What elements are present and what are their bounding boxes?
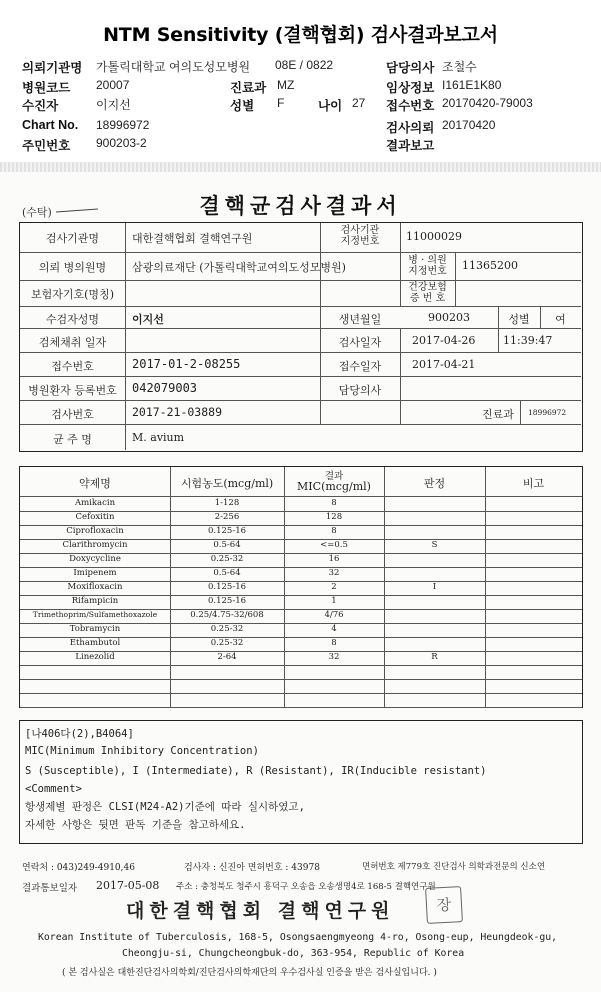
req-hospital-label: 의뢰 병의원명 xyxy=(38,261,107,274)
col-rule xyxy=(498,329,499,353)
mic-header-bottom: MIC(mcg/ml) xyxy=(297,480,371,493)
col-rule xyxy=(400,329,401,424)
report-title: NTM Sensitivity (결핵협회) 검사결과보고서 xyxy=(103,24,498,46)
doctor-label: 담당의사 xyxy=(338,384,382,397)
range-cell: 0.125-16 xyxy=(207,526,247,536)
consignment-tag: (수탁) xyxy=(22,206,52,219)
drug-cell: Imipenem xyxy=(73,568,117,578)
institution-label: 의뢰기관명 xyxy=(22,61,83,75)
range-cell: 0.5-64 xyxy=(213,568,241,578)
range-cell: 2-256 xyxy=(214,512,240,522)
row-rule xyxy=(20,352,581,353)
agency-value: 대한결핵협회 결핵연구원 xyxy=(132,232,253,245)
range-cell: 0.25-32 xyxy=(210,624,244,634)
patient-value: 이지선 xyxy=(132,313,164,326)
row-rule xyxy=(20,679,582,680)
row-rule xyxy=(20,280,581,281)
interp-header: 판정 xyxy=(423,477,446,490)
drug-cell: Cefoxitin xyxy=(75,512,115,522)
table-row xyxy=(20,567,582,581)
age-label: 나이 xyxy=(318,99,343,113)
ward-value: 08E / 0822 xyxy=(275,58,334,72)
dept-label: 진료과 xyxy=(482,408,514,421)
range-cell: 0.25-32 xyxy=(210,554,244,564)
drug-cell: Trimethoprim/Sulfamethoxazole xyxy=(32,610,158,619)
test-no-value: 2017-21-03889 xyxy=(132,405,223,419)
resident-no-value: 900203-2 xyxy=(96,136,147,150)
test-request-label: 검사의뢰 xyxy=(386,121,435,135)
collector-value: 이지선 xyxy=(96,98,131,112)
table-row xyxy=(20,511,582,525)
agency-label: 검사기관명 xyxy=(45,232,100,245)
dept-value: 18996972 xyxy=(528,408,567,417)
row-rule xyxy=(20,424,581,425)
row-rule xyxy=(20,328,581,329)
row-rule xyxy=(20,306,581,307)
insurance-label: 보험자기호(명칭) xyxy=(31,288,114,301)
test-date-label: 검사일자 xyxy=(338,336,382,349)
range-cell: 0.25-32 xyxy=(210,638,244,648)
mic-cell: 32 xyxy=(328,652,340,662)
footer-address-kr: 주소 : 충청북도 청주시 흥덕구 오송읍 오송생명4로 168-5 결핵연구원 xyxy=(176,882,436,892)
result-report-label: 결과보고 xyxy=(386,139,435,153)
header-row-4 xyxy=(0,118,601,136)
doctor-value: 조철수 xyxy=(442,60,477,74)
req-hospital-value: 삼광의료재단 (가톨릭대학교여의도성모병원) xyxy=(132,261,346,274)
mic-cell: 8 xyxy=(331,526,337,536)
interp-cell: I xyxy=(432,582,437,592)
hosp-code-value: 11365200 xyxy=(462,259,518,272)
comment-text-1: 항생제별 판정은 CLSI(M24-A2)기준에 따라 실시하였고, xyxy=(25,801,305,813)
footer-license: 면허번호 제779호 진단검사 의학과전문의 신소연 xyxy=(362,862,546,872)
mic-cell: 32 xyxy=(328,568,340,578)
collector-label: 수진자 xyxy=(22,99,59,113)
patient-label: 수검자성명 xyxy=(45,313,100,326)
test-time-value: 11:39:47 xyxy=(503,334,553,347)
mic-results-table xyxy=(19,466,583,708)
drug-cell: Amikacin xyxy=(74,498,116,508)
receipt-no-value: 20170420-79003 xyxy=(442,96,533,110)
test-date-value: 2017-04-26 xyxy=(412,334,476,347)
test-no-label: 검사번호 xyxy=(51,408,94,421)
document-title: 결핵균검사결과서 xyxy=(199,193,402,218)
strain-label: 균 주 명 xyxy=(53,433,92,446)
header-row-1 xyxy=(0,58,601,76)
drug-cell: Linezolid xyxy=(75,652,115,662)
mic-cell: 128 xyxy=(325,512,343,522)
range-cell: 0.25/4.75-32/608 xyxy=(190,610,264,620)
col-rule xyxy=(455,253,456,306)
drug-cell: Ciprofloxacin xyxy=(66,526,124,536)
receipt-date-label: 접수일자 xyxy=(338,360,382,373)
report-date-value: 2017-05-08 xyxy=(96,879,160,892)
institution-value: 가톨릭대학교 여의도성모병원 xyxy=(96,60,251,74)
sex-value: F xyxy=(277,96,285,110)
test-request-value: 20170420 xyxy=(442,118,496,132)
range-cell: 0.5-64 xyxy=(213,540,241,550)
health-ins-label: 건강보험 증 번 호 xyxy=(408,282,447,304)
table-row xyxy=(20,525,582,539)
comment-legend: S (Susceptible), I (Intermediate), R (Resistant), IR(Inducible resistant) xyxy=(25,765,487,777)
agency-code-label: 검사기관 지정번호 xyxy=(340,225,380,247)
comment-box xyxy=(19,720,583,844)
section-divider xyxy=(0,162,601,172)
department-label: 진료과 xyxy=(230,81,267,95)
table-row xyxy=(20,637,582,651)
range-cell: 0.125-16 xyxy=(207,582,247,592)
table-row xyxy=(20,609,582,623)
footer-contact: 연락처 : 043)249-4910,46 xyxy=(22,863,135,873)
footer-address-en-2: Cheongju-si, Chungcheongbuk-do, 363-954, Republic of Korea xyxy=(122,948,465,959)
drug-cell: Doxycycline xyxy=(69,554,121,564)
range-cell: 2-64 xyxy=(217,652,237,662)
row-rule xyxy=(20,376,581,377)
hospital-code-value: 20007 xyxy=(96,78,130,92)
footer-tester: 검사자 : 신진아 면허번호 : 43978 xyxy=(184,863,320,873)
table-row xyxy=(20,651,582,665)
table-row xyxy=(20,553,582,567)
hosp-code-label: 병 · 의원 지정번호 xyxy=(408,255,447,277)
certification-note: ( 본 검사실은 대한진단검사의학회/진단검사의학재단의 우수검사실 인증을 받은 검사실입니다. ) xyxy=(62,968,437,978)
table-row xyxy=(20,497,582,511)
doctor-label: 담당의사 xyxy=(386,61,435,75)
receipt-no-label: 접수번호 xyxy=(386,99,435,113)
organization-name: 대한결핵협회 결핵연구원 xyxy=(126,900,395,922)
strain-value: M. avium xyxy=(132,431,185,444)
birth-label: 생년월일 xyxy=(338,313,382,326)
receipt-date-value: 2017-04-21 xyxy=(412,358,476,371)
receipt-no-value: 2017-01-2-08255 xyxy=(132,357,241,371)
row-rule xyxy=(20,252,581,253)
row-rule xyxy=(20,665,582,666)
chart-no-label: Chart No. xyxy=(22,118,79,132)
mic-cell: 4 xyxy=(331,624,337,634)
clinical-info-label: 임상정보 xyxy=(386,81,435,95)
header-row-3 xyxy=(0,96,601,114)
reg-no-value: 042079003 xyxy=(132,381,198,395)
col-rule xyxy=(520,401,521,424)
report-date-label: 결과통보일자 xyxy=(22,883,78,894)
table-row xyxy=(20,539,582,553)
remark-header: 비고 xyxy=(522,477,545,490)
range-cell: 0.125-16 xyxy=(207,596,247,606)
table-row xyxy=(20,581,582,595)
resident-no-label: 주민번호 xyxy=(22,139,71,153)
collect-date-label: 검체채취 일자 xyxy=(38,336,107,349)
footer-address-en-1: Korean Institute of Tuberculosis, 168-5, Osongsaengmyeong 4-ro, Osong-eup, Heungdeok-gu, xyxy=(38,932,558,943)
chart-no-value: 18996972 xyxy=(96,118,150,132)
drug-header: 약제명 xyxy=(79,477,111,490)
department-value: MZ xyxy=(277,78,295,92)
mic-cell: 4/76 xyxy=(324,610,344,620)
agency-code-value: 11000029 xyxy=(406,230,462,243)
mic-cell: 1 xyxy=(331,596,337,606)
row-rule xyxy=(20,693,582,694)
comment-heading: <Comment> xyxy=(25,783,82,795)
range-cell: 1-128 xyxy=(214,498,240,508)
table-row xyxy=(20,623,582,637)
mic-cell: <=0.5 xyxy=(320,540,348,550)
interp-cell: R xyxy=(431,652,438,662)
mic-cell: 2 xyxy=(331,582,337,592)
row-rule xyxy=(20,400,581,401)
drug-cell: Moxifloxacin xyxy=(67,582,123,592)
mic-header-top: 결과 xyxy=(324,471,344,482)
mic-cell: 16 xyxy=(328,554,340,564)
sex-label: 성별 xyxy=(508,313,530,326)
range-header: 시험농도(mcg/ml) xyxy=(180,477,274,490)
official-seal: 장 xyxy=(425,886,463,924)
comment-mic-def: MIC(Minimum Inhibitory Concentration) xyxy=(25,745,259,757)
age-value: 27 xyxy=(352,96,366,110)
comment-text-2: 자세한 사항은 뒷면 판독 기준을 참고하세요. xyxy=(25,819,246,831)
clinical-info-value: I161E1K80 xyxy=(442,78,502,92)
hospital-code-label: 병원코드 xyxy=(22,81,71,95)
drug-cell: Ethambutol xyxy=(69,638,121,648)
mic-cell: 8 xyxy=(331,638,337,648)
col-rule xyxy=(125,223,126,450)
drug-cell: Tobramycin xyxy=(69,624,121,634)
drug-cell: Clarithromycin xyxy=(62,540,128,550)
row-rule xyxy=(20,707,582,708)
interp-cell: S xyxy=(431,540,438,550)
birth-value: 900203 xyxy=(428,311,470,324)
header-row-2 xyxy=(0,78,601,96)
table-row xyxy=(20,595,582,609)
sex-value: 여 xyxy=(555,313,566,326)
drug-cell: Rifampicin xyxy=(71,596,119,606)
reg-no-label: 병원환자 등록번호 xyxy=(28,384,117,397)
sex-label: 성별 xyxy=(230,99,255,113)
comment-code: [나406다(2),B4064] xyxy=(25,728,134,740)
header-row-5 xyxy=(0,136,601,154)
receipt-no-label: 접수번호 xyxy=(51,360,94,373)
mic-cell: 8 xyxy=(331,498,337,508)
